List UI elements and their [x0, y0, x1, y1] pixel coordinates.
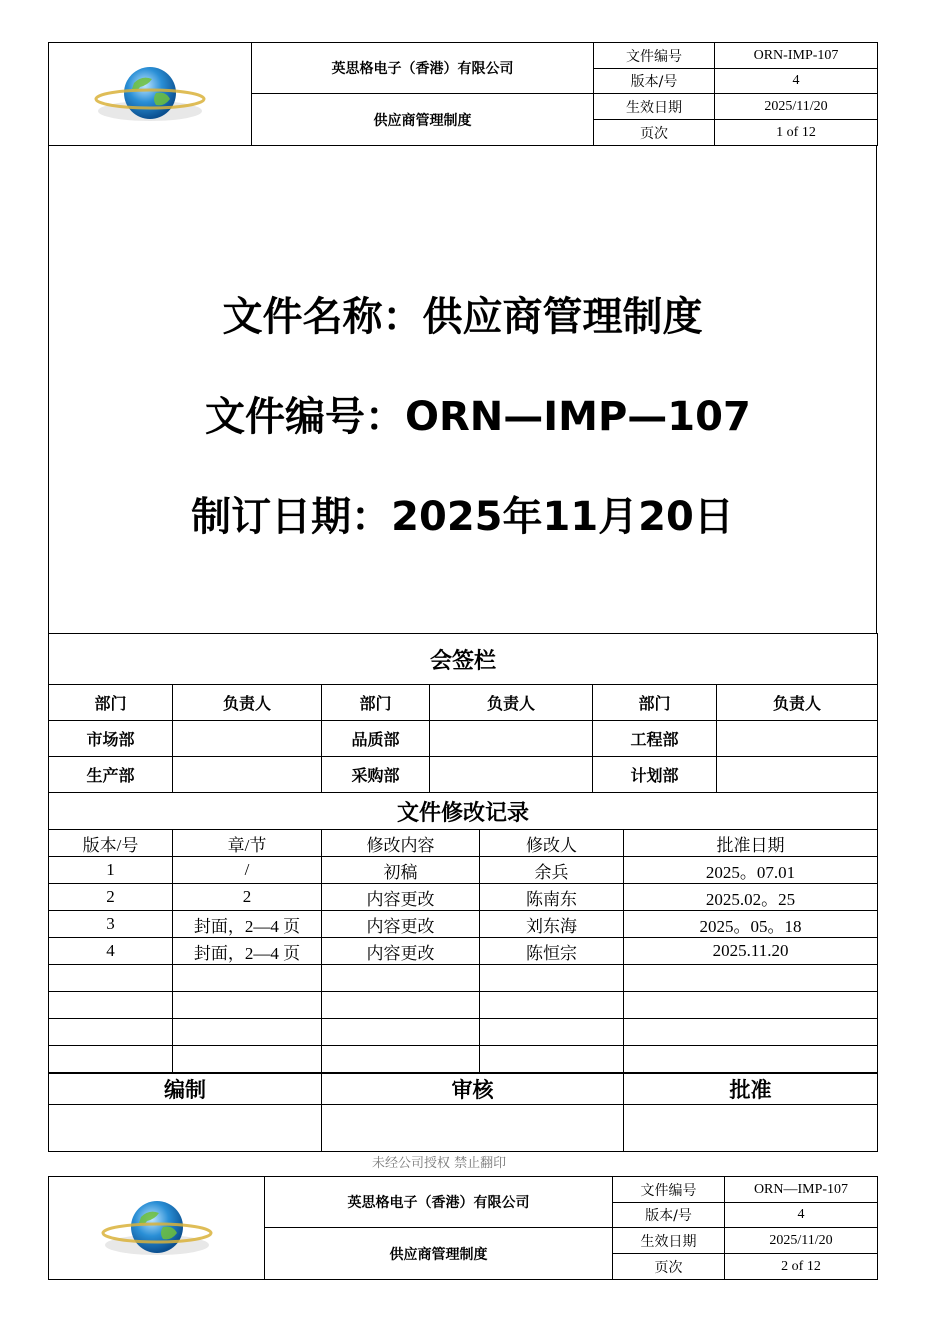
owner-signature-cell: [173, 757, 322, 793]
rev-version-cell: 2: [49, 884, 173, 911]
signoff-heading: 会签栏: [49, 634, 878, 685]
review-heading: 审核: [322, 1074, 624, 1105]
effective-value: 2025/11/20: [715, 94, 878, 120]
dept-cell: 采购部: [322, 757, 430, 793]
rev-content-cell: [322, 992, 480, 1019]
rev-content-cell: 内容更改: [322, 938, 480, 965]
dept-cell: 品质部: [322, 721, 430, 757]
revision-row: [49, 1046, 878, 1073]
revision-row: [49, 938, 878, 965]
page-header: [48, 42, 878, 146]
revision-table: [48, 792, 878, 1073]
approve-signature-cell: [624, 1105, 878, 1152]
col-content: 修改内容: [322, 830, 480, 857]
rev-modifier-cell: [480, 1019, 624, 1046]
rev-date-cell: [624, 1019, 878, 1046]
rev-version-cell: 3: [49, 911, 173, 938]
page-value: 1 of 12: [715, 120, 878, 146]
rev-version-cell: [49, 1019, 173, 1046]
rev-content-cell: 内容更改: [322, 911, 480, 938]
rev-date-cell: 2025。05。18: [624, 911, 878, 938]
rev-modifier-cell: [480, 992, 624, 1019]
revision-row: [49, 884, 878, 911]
rev-version-cell: [49, 965, 173, 992]
title-block: [48, 145, 877, 634]
file-number-line: [205, 385, 950, 442]
rev-version-cell: 1: [49, 857, 173, 884]
rev-content-cell: 内容更改: [322, 884, 480, 911]
signoff-row: [49, 757, 878, 793]
rev-modifier-cell: 陈南东: [480, 884, 624, 911]
approval-table: [48, 1073, 878, 1152]
owner-signature-cell: [430, 757, 593, 793]
rev-date-cell: 2025。07.01: [624, 857, 878, 884]
effective-label: 生效日期: [613, 1228, 725, 1254]
rev-content-cell: [322, 1046, 480, 1073]
rev-content-cell: [322, 965, 480, 992]
owner-signature-cell: [430, 721, 593, 757]
revision-heading: 文件修改记录: [49, 793, 878, 830]
owner-signature-cell: [717, 721, 878, 757]
dept-col: 部门: [49, 685, 173, 721]
dept-col: 部门: [322, 685, 430, 721]
revision-date-line: 制订日期：2025年11月20日: [191, 494, 734, 540]
file-name-line: 文件名称：供应商管理制度: [222, 294, 703, 340]
revision-row: [49, 965, 878, 992]
owner-col: 负责人: [430, 685, 593, 721]
effective-value: 2025/11/20: [725, 1228, 878, 1254]
revision-row: [49, 857, 878, 884]
owner-signature-cell: [717, 757, 878, 793]
version-label: 版本/号: [594, 69, 715, 94]
doc-no-value: ORN-IMP-107: [715, 43, 878, 69]
company-name: 英思格电子（香港）有限公司: [252, 43, 594, 94]
version-label: 版本/号: [613, 1203, 725, 1228]
rev-date-cell: [624, 992, 878, 1019]
page-label: 页次: [594, 120, 715, 146]
company-logo: [49, 43, 252, 146]
page-value: 2 of 12: [725, 1254, 878, 1280]
col-version: 版本/号: [49, 830, 173, 857]
compile-signature-cell: [49, 1105, 322, 1152]
revision-row: [49, 1019, 878, 1046]
file-number-text: 文件编号：ORN—IMP—107: [205, 394, 751, 440]
owner-col: 负责人: [717, 685, 878, 721]
globe-logo-icon: [90, 59, 210, 129]
rev-version-cell: 4: [49, 938, 173, 965]
dept-cell: 市场部: [49, 721, 173, 757]
version-value: 4: [715, 69, 878, 94]
page-label: 页次: [613, 1254, 725, 1280]
rev-version-cell: [49, 992, 173, 1019]
dept-cell: 生产部: [49, 757, 173, 793]
doc-title: 供应商管理制度: [265, 1228, 613, 1280]
rev-section-cell: [173, 1046, 322, 1073]
rev-modifier-cell: 刘东海: [480, 911, 624, 938]
rev-date-cell: 2025.02。25: [624, 884, 878, 911]
rev-content-cell: 初稿: [322, 857, 480, 884]
doc-title: 供应商管理制度: [252, 94, 594, 146]
dept-cell: 工程部: [593, 721, 717, 757]
col-section: 章/节: [173, 830, 322, 857]
rev-date-cell: 2025.11.20: [624, 938, 878, 965]
dept-cell: 计划部: [593, 757, 717, 793]
next-page-header: [48, 1176, 878, 1280]
revision-header-row: [49, 830, 878, 857]
rev-content-cell: [322, 1019, 480, 1046]
revision-row: [49, 992, 878, 1019]
owner-col: 负责人: [173, 685, 322, 721]
revision-row: [49, 911, 878, 938]
col-approval-date: 批准日期: [624, 830, 878, 857]
rev-section-cell: 封面，2—4 页: [173, 911, 322, 938]
col-modifier: 修改人: [480, 830, 624, 857]
company-name: 英思格电子（香港）有限公司: [265, 1177, 613, 1228]
footer-note: 未经公司授权 禁止翻印: [372, 1156, 507, 1171]
rev-modifier-cell: [480, 965, 624, 992]
approve-heading: 批准: [624, 1074, 878, 1105]
rev-section-cell: 封面，2—4 页: [173, 938, 322, 965]
rev-modifier-cell: 陈恒宗: [480, 938, 624, 965]
signoff-row: [49, 721, 878, 757]
rev-version-cell: [49, 1046, 173, 1073]
rev-modifier-cell: [480, 1046, 624, 1073]
signoff-table: [48, 633, 878, 793]
dept-col: 部门: [593, 685, 717, 721]
owner-signature-cell: [173, 721, 322, 757]
rev-date-cell: [624, 965, 878, 992]
doc-no-label: 文件编号: [594, 43, 715, 69]
doc-no-value: ORN—IMP-107: [725, 1177, 878, 1203]
rev-section-cell: [173, 1019, 322, 1046]
rev-modifier-cell: 余兵: [480, 857, 624, 884]
review-signature-cell: [322, 1105, 624, 1152]
rev-section-cell: /: [173, 857, 322, 884]
rev-date-cell: [624, 1046, 878, 1073]
rev-section-cell: [173, 965, 322, 992]
compile-heading: 编制: [49, 1074, 322, 1105]
globe-logo-icon: [97, 1193, 217, 1263]
signoff-header-row: [49, 685, 878, 721]
rev-section-cell: 2: [173, 884, 322, 911]
doc-no-label: 文件编号: [613, 1177, 725, 1203]
rev-section-cell: [173, 992, 322, 1019]
version-value: 4: [725, 1203, 878, 1228]
effective-label: 生效日期: [594, 94, 715, 120]
company-logo: [49, 1177, 265, 1280]
